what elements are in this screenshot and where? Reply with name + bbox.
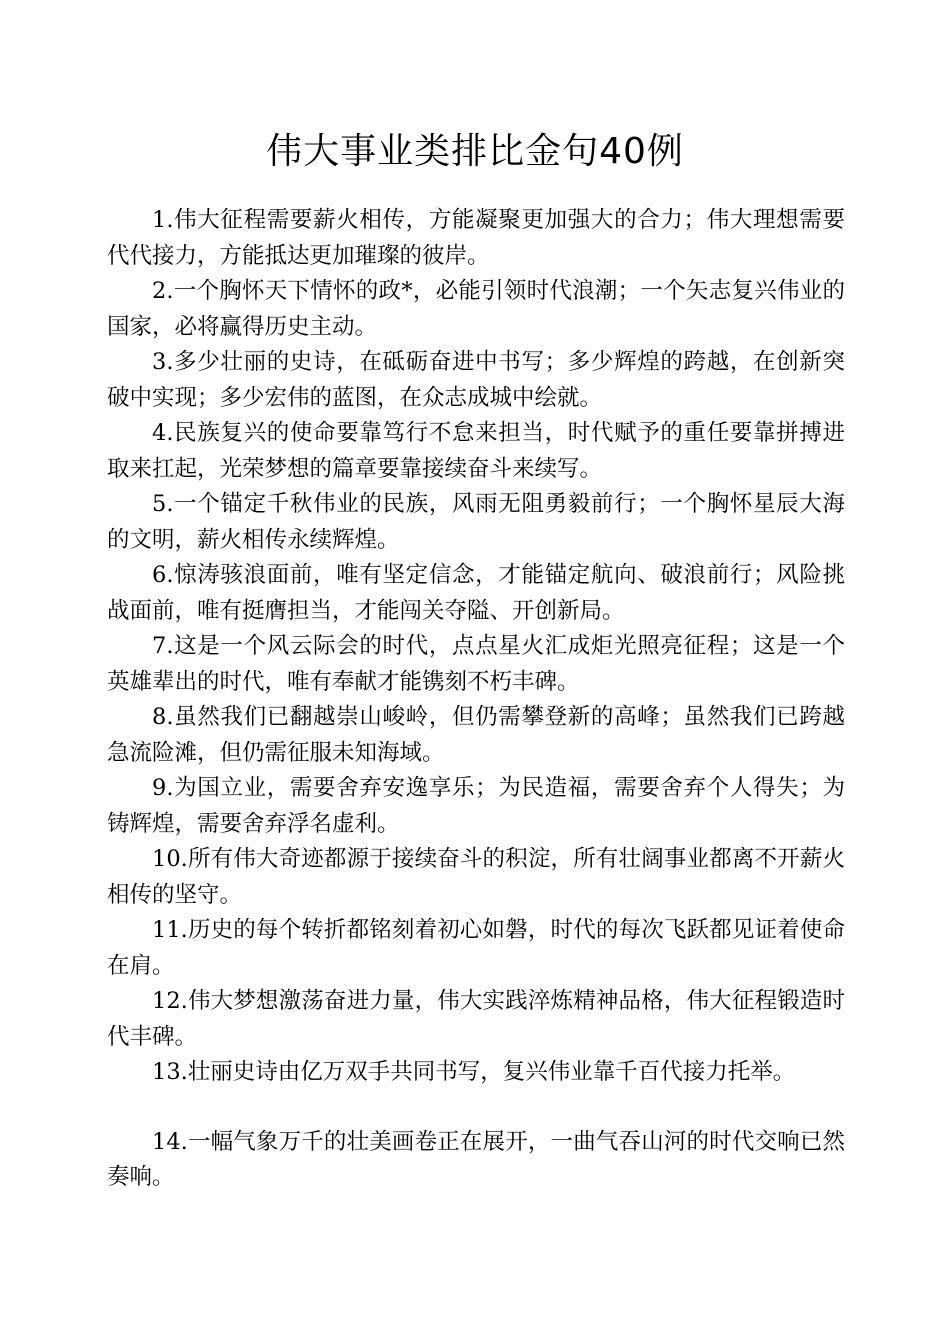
list-item: 14.一幅气象万千的壮美画卷正在展开，一曲气吞山河的时代交响已然奏响。 [107, 1128, 845, 1190]
document-body [107, 203, 845, 1196]
list-item: 12.伟大梦想激荡奋进力量，伟大实践淬炼精神品格，伟大征程锻造时代丰碑。 [107, 988, 845, 1050]
list-item: 9.为国立业，需要舍弃安逸享乐；为民造福，需要舍弃个人得失；为铸辉煌，需要舍弃浮名虚利。 [107, 775, 845, 837]
list-item: 10.所有伟大奇迹都源于接续奋斗的积淀，所有壮阔事业都离不开薪火相传的坚守。 [107, 846, 845, 908]
list-item: 7.这是一个风云际会的时代，点点星火汇成炬光照亮征程；这是一个英雄辈出的时代，唯有奉献才能镌刻不朽丰碑。 [107, 633, 845, 695]
list-item: 4.民族复兴的使命要靠笃行不怠来担当，时代赋予的重任要靠拼搏进取来扛起，光荣梦想的篇章要靠接续奋斗来续写。 [107, 420, 845, 482]
list-item: 3.多少壮丽的史诗，在砥砺奋进中书写；多少辉煌的跨越，在创新突破中实现；多少宏伟的蓝图，在众志成城中绘就。 [107, 349, 845, 411]
list-item: 6.惊涛骇浪面前，唯有坚定信念，才能锚定航向、破浪前行；风险挑战面前，唯有挺膺担当，才能闯关夺隘、开创新局。 [107, 562, 845, 624]
list-item: 1.伟大征程需要薪火相传，方能凝聚更加强大的合力；伟大理想需要代代接力，方能抵达更加璀璨的彼岸。 [107, 207, 845, 269]
list-item: 8.虽然我们已翻越崇山峻岭，但仍需攀登新的高峰；虽然我们已跨越急流险滩，但仍需征服未知海域。 [107, 704, 845, 766]
page-title: 伟大事业类排比金句40例 [266, 131, 684, 172]
list-item: 13.壮丽史诗由亿万双手共同书写，复兴伟业靠千百代接力托举。 [152, 1059, 796, 1085]
list-item: 2.一个胸怀天下情怀的政*，必能引领时代浪潮；一个矢志复兴伟业的国家，必将赢得历史主动。 [107, 278, 845, 340]
list-item: 11.历史的每个转折都铭刻着初心如磐，时代的每次飞跃都见证着使命在肩。 [107, 917, 845, 979]
list-item: 5.一个锚定千秋伟业的民族，风雨无阻勇毅前行；一个胸怀星辰大海的文明，薪火相传永续辉煌。 [107, 491, 845, 553]
